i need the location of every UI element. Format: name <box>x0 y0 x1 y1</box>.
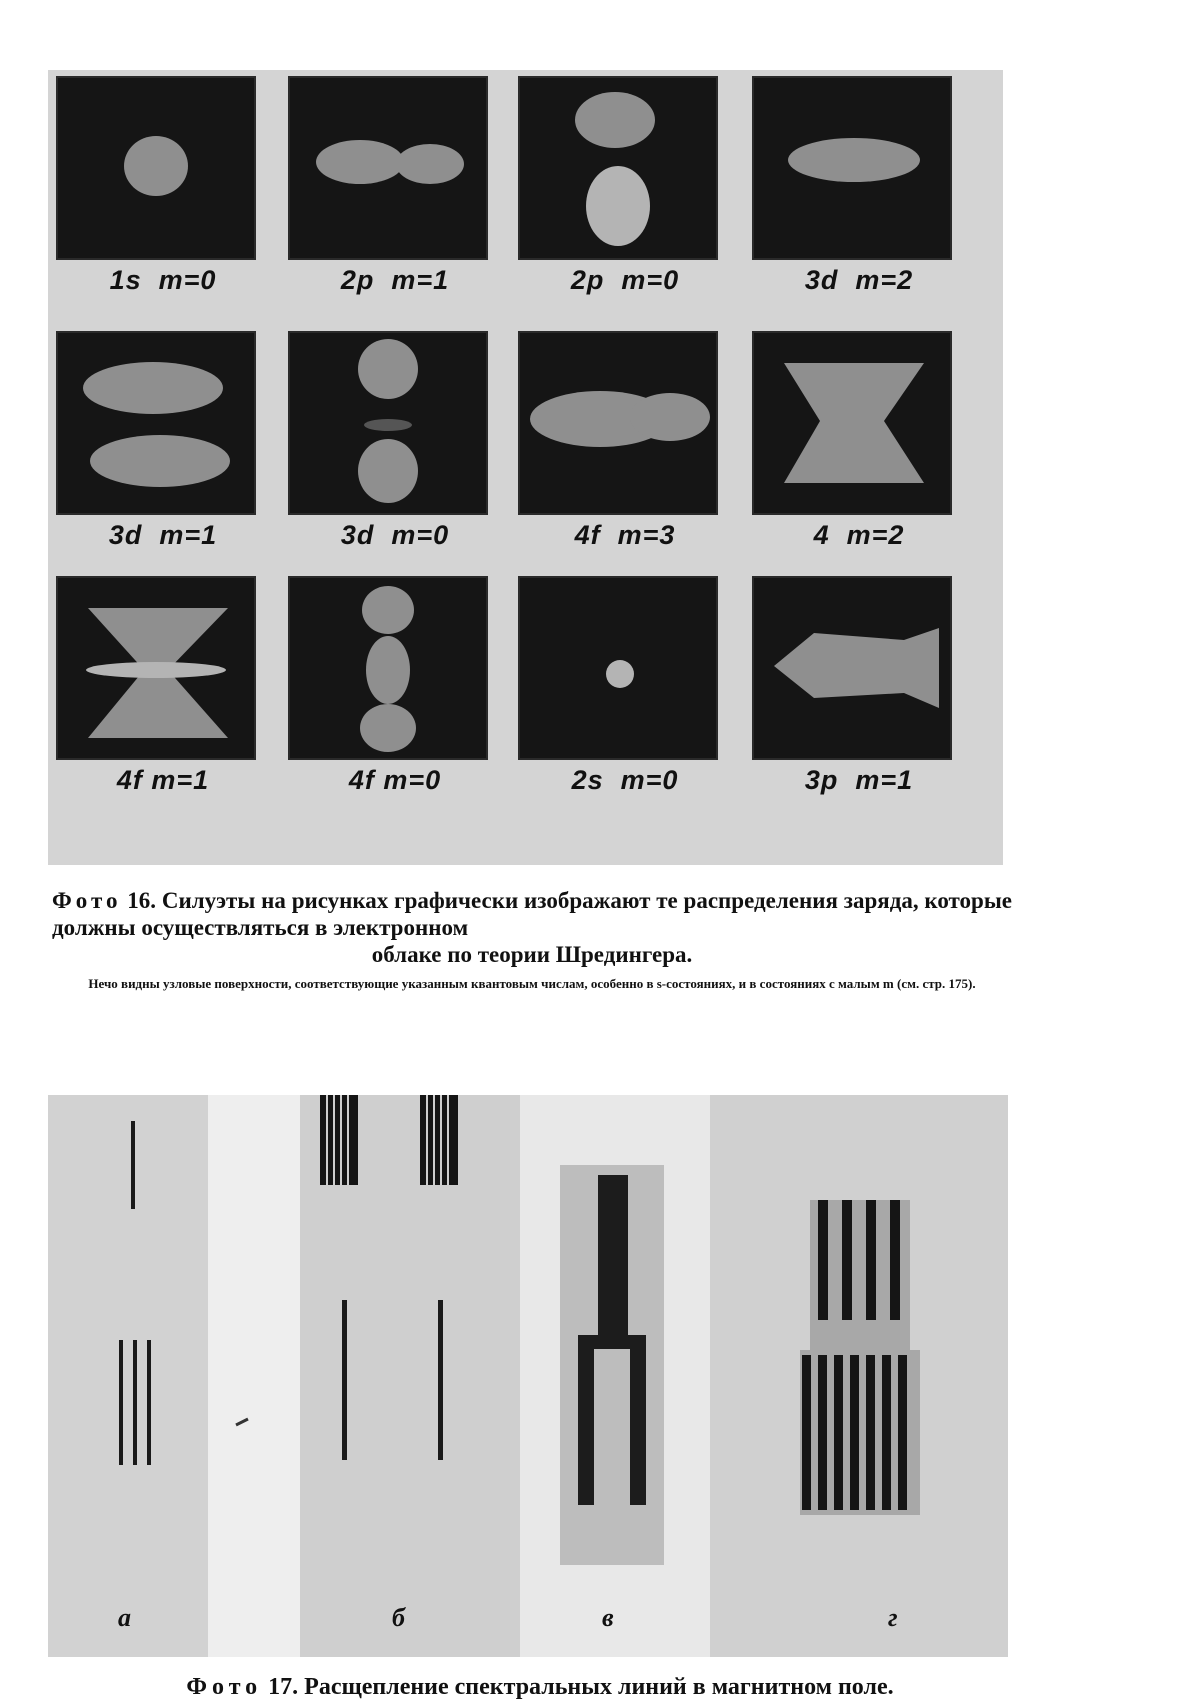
orbital-cell <box>48 70 278 320</box>
orbital-label: 3d m=0 <box>340 520 450 550</box>
photo-17-plate <box>48 1095 1008 1657</box>
orbital-photo <box>520 578 716 758</box>
orbital-label: 3p m=1 <box>804 765 914 795</box>
photo-17-caption-title <box>60 1673 1020 1701</box>
photo-16-caption-note: Нечо видны узловые поверхности, соответствующие указанным квантовым числам, особенно в s-состояниях, и в состояниях с малым m (см. стр. 175). <box>88 976 976 991</box>
orbital-photo <box>290 333 486 513</box>
orbital-photo <box>520 78 716 258</box>
orbital-silhouette <box>754 333 950 513</box>
orbital-silhouette <box>754 578 950 758</box>
orbital-photo <box>754 78 950 258</box>
orbital-cell <box>510 70 740 320</box>
orbital-silhouette <box>520 578 716 758</box>
orbital-label: 2p m=1 <box>340 265 450 295</box>
orbital-label: 4f m=1 <box>116 765 210 795</box>
orbital-cell <box>280 70 510 320</box>
orbital-label: 4f m=0 <box>348 765 442 795</box>
spectrum-b-lines <box>300 1095 520 1657</box>
spectrum-g-lines <box>710 1095 1008 1657</box>
orbital-photo <box>58 578 254 758</box>
orbital-silhouette <box>58 333 254 513</box>
orbital-cell <box>510 325 740 575</box>
photo-16-plate <box>48 70 1003 865</box>
foto-label: Фото <box>52 888 122 913</box>
orbital-label: 1s m=0 <box>109 265 217 295</box>
orbital-cell <box>280 570 510 820</box>
panel-letter-v: в <box>602 1603 614 1632</box>
panel-letter-g: г <box>888 1603 898 1632</box>
photo-16-caption-title <box>52 887 1012 968</box>
orbital-silhouette <box>754 78 950 258</box>
orbital-cell <box>744 325 974 575</box>
orbital-cell <box>510 570 740 820</box>
orbital-cell <box>48 325 278 575</box>
orbital-photo <box>58 333 254 513</box>
orbital-photo <box>290 578 486 758</box>
spectrum-gap-1 <box>208 1095 300 1657</box>
spectrum-v-lines <box>520 1095 710 1657</box>
orbital-silhouette <box>520 78 716 258</box>
orbital-silhouette <box>290 78 486 258</box>
spectrum-panel-b <box>300 1095 520 1657</box>
spectrum-panel-v <box>520 1095 710 1657</box>
orbital-photo <box>754 333 950 513</box>
orbital-cell <box>48 570 278 820</box>
blank-strip <box>208 1095 300 1657</box>
foto-label: Фото <box>186 1674 263 1700</box>
orbital-silhouette <box>290 333 486 513</box>
spectrum-panel-g <box>710 1095 1008 1657</box>
spectrum-a-lines <box>48 1095 208 1657</box>
orbital-photo <box>290 78 486 258</box>
orbital-label: 3d m=2 <box>804 265 914 295</box>
orbital-label: 2p m=0 <box>570 265 680 295</box>
spectrum-panel-a <box>48 1095 208 1657</box>
orbital-cell <box>744 70 974 320</box>
panel-letter-a: а <box>118 1603 131 1632</box>
orbital-photo <box>520 333 716 513</box>
orbital-label: 2s m=0 <box>571 765 679 795</box>
orbital-cell <box>744 570 974 820</box>
orbital-label: 3d m=1 <box>108 520 218 550</box>
caption-title-text: 16. Силуэты на рисунках графически изображают те распределения заряда, которые должны осуществляться в электронном <box>52 888 1013 940</box>
orbital-cell <box>280 325 510 575</box>
orbital-silhouette <box>58 78 254 258</box>
orbital-silhouette <box>520 333 716 513</box>
orbital-label: 4 m=2 <box>813 520 905 550</box>
caption-title-end: облаке по теории Шредингера. <box>371 942 693 967</box>
orbital-photo <box>58 78 254 258</box>
orbital-silhouette <box>58 578 254 758</box>
orbital-photo <box>754 578 950 758</box>
caption-title-text: 17. Расщепление спектральных линий в магнитном поле. <box>268 1674 894 1700</box>
panel-letter-b: б <box>392 1603 405 1632</box>
orbital-label: 4f m=3 <box>574 520 676 550</box>
orbital-silhouette <box>290 578 486 758</box>
